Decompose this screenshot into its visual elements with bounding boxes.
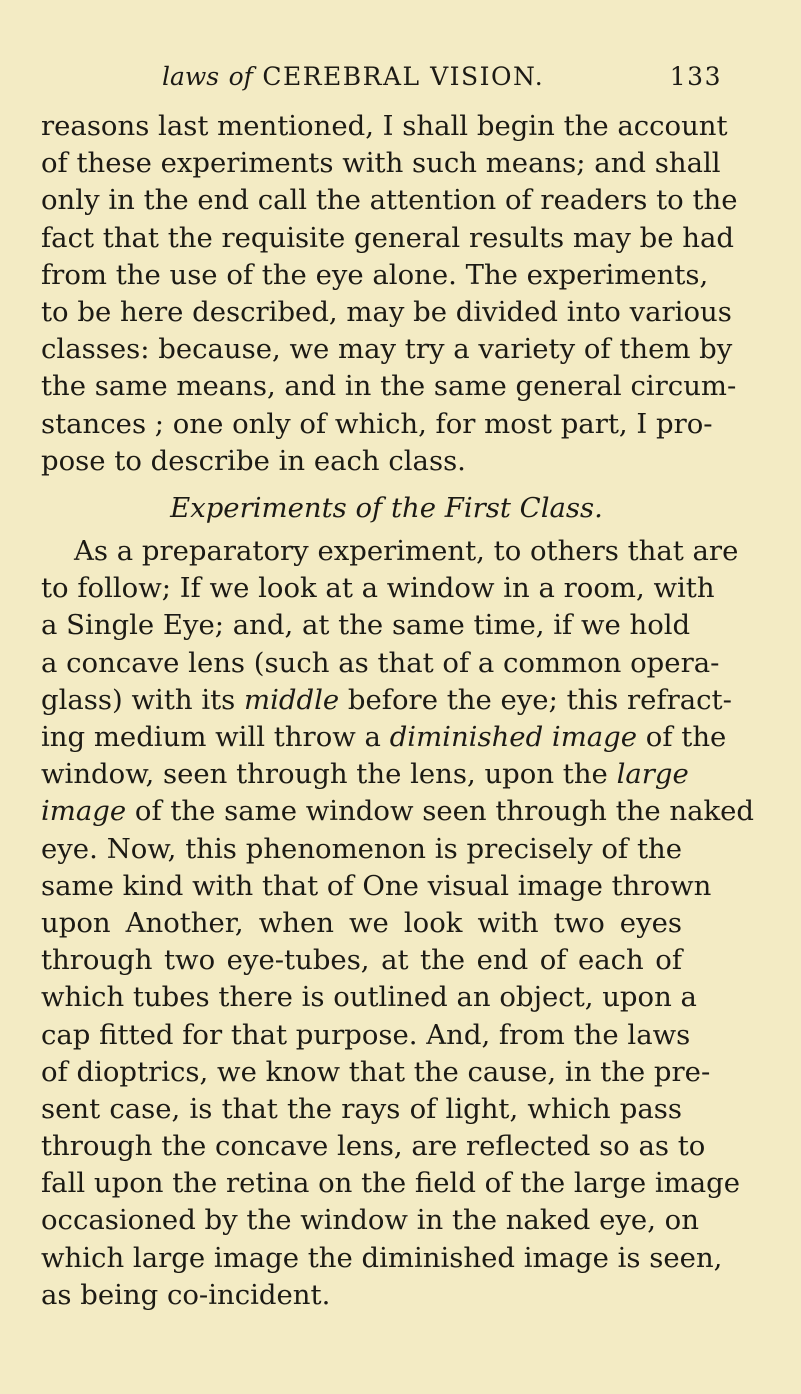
text-line: from the use of the eye alone. The experiments, bbox=[41, 258, 709, 291]
text-line: window, seen through the lens, upon the large bbox=[41, 758, 689, 791]
header-title: CEREBRAL VISION. bbox=[262, 62, 545, 91]
text-line: stances ; one only of which, for most part, I pro- bbox=[41, 407, 713, 440]
emphasis-text: large bbox=[616, 758, 689, 791]
text-line: of these experiments with such means; and shall bbox=[41, 147, 721, 180]
text-line: through two eye-tubes, at the end of each of bbox=[41, 944, 682, 977]
header-laws: laws bbox=[162, 62, 220, 91]
text-line: as being co-incident. bbox=[41, 1278, 331, 1311]
text-line: image of the same window seen through the naked bbox=[41, 795, 755, 828]
text-line: which large image the diminished image is seen, bbox=[41, 1241, 723, 1274]
text-line: occasioned by the window in the naked eye, on bbox=[41, 1204, 699, 1237]
emphasis-text: middle bbox=[244, 683, 340, 716]
page-number: 133 bbox=[669, 62, 722, 91]
text-line: of dioptrics, we know that the cause, in the pre- bbox=[41, 1055, 711, 1088]
text-line: upon Another, when we look with two eyes bbox=[41, 906, 682, 939]
emphasis-text: image bbox=[41, 795, 127, 828]
text-line: fact that the requisite general results may be had bbox=[41, 221, 734, 254]
text-line: which tubes there is outlined an object, upon a bbox=[41, 981, 697, 1014]
text-line: classes: because, we may try a variety of them by bbox=[41, 333, 733, 366]
text-line: to follow; If we look at a window in a room, with bbox=[41, 572, 715, 605]
text-line: reasons last mentioned, I shall begin the account bbox=[41, 110, 728, 142]
running-header bbox=[162, 59, 722, 95]
text-line: pose to describe in each class. bbox=[41, 444, 466, 477]
text-line: same kind with that of One visual image thrown bbox=[41, 869, 712, 902]
emphasis-text: diminished image bbox=[389, 721, 638, 753]
text-line: glass) with its middle before the eye; this refract- bbox=[41, 683, 732, 716]
text-line: only in the end call the attention of readers to the bbox=[41, 184, 738, 217]
header-of: of bbox=[228, 62, 253, 91]
text-line: sent case, is that the rays of light, which pass bbox=[41, 1092, 682, 1125]
text-line: through the concave lens, are reflected so as to bbox=[41, 1130, 706, 1163]
text-line: a concave lens (such as that of a common opera- bbox=[41, 646, 720, 679]
body-text bbox=[41, 108, 755, 1314]
text-line: the same means, and in the same general circum- bbox=[41, 370, 737, 403]
text-line: ing medium will throw a diminished image of the bbox=[41, 721, 727, 753]
text-line: to be here described, may be divided into various bbox=[41, 295, 732, 328]
text-line: fall upon the retina on the field of the large image bbox=[41, 1167, 741, 1200]
paragraph-1 bbox=[41, 108, 738, 480]
section-heading: Experiments of the First Class. bbox=[170, 491, 603, 524]
paragraph-2 bbox=[41, 533, 755, 1314]
text-line: a Single Eye; and, at the same time, if we hold bbox=[41, 609, 691, 642]
text-line: eye. Now, this phenomenon is precisely of the bbox=[41, 832, 682, 865]
text-line: cap fitted for that purpose. And, from the laws bbox=[41, 1018, 691, 1051]
text-line: As a preparatory experiment, to others that are bbox=[74, 535, 739, 568]
